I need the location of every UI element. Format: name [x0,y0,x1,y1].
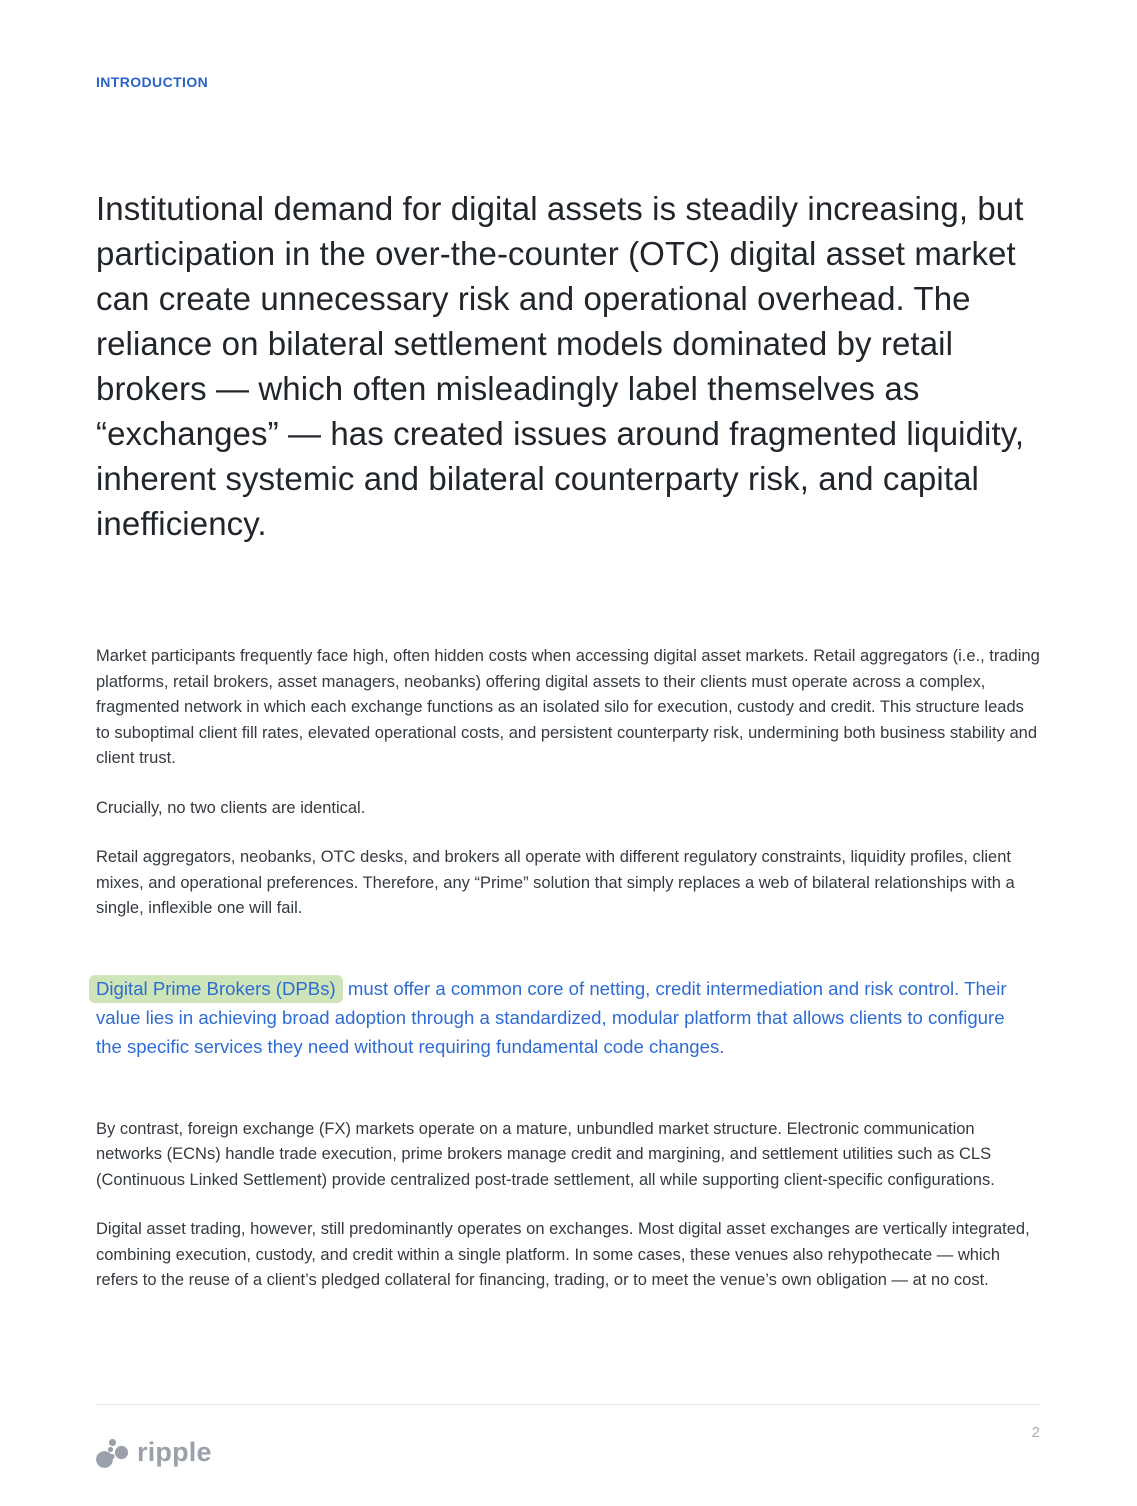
dpb-highlight: Digital Prime Brokers (DPBs) [89,975,343,1003]
paragraph-market-participants: Market participants frequently face high, often hidden costs when accessing digital asset markets. Retail aggregators (i.e., trading platforms, retail brokers, asset managers, neobanks) offering digital assets to their clients must operate across a complex, fragmented network in which each exchange functions as an isolated silo for execution, custody and credit. This structure leads to suboptimal client fill rates, elevated operational costs, and persistent counterparty risk, undermining both business stability and client trust. [96,647,1040,767]
ripple-logo-text: ripple [137,1436,212,1467]
body-copy-block-2 [96,1117,1040,1294]
ripple-logo [96,1438,212,1470]
dpb-paragraph [96,974,1026,1061]
section-eyebrow: INTRODUCTION [96,74,209,90]
page-number: 2 [1031,1424,1040,1441]
paragraph-retail-aggregators: Retail aggregators, neobanks, OTC desks, and brokers all operate with different regulatory constraints, liquidity profiles, client mixes, and operational preferences. Therefore, any “Prime” solution that simply replaces a web of bilateral relationships with a single, inflexible one will fail. [96,848,1015,917]
paragraph-fx-contrast: By contrast, foreign exchange (FX) markets operate on a mature, unbundled market structure. Electronic communication networks (ECNs) handle trade execution, prime brokers manage credit and margining, and settlement utilities such as CLS (Continuous Linked Settlement) provide centralized post-trade settlement, all while supporting client-specific configurations. [96,1119,995,1189]
paragraph-crucially: Crucially, no two clients are identical. [96,798,366,817]
dpb-paragraph-rest: must offer a common core of netting, credit intermediation and risk control. Their value lies in achieving broad adoption through a standardized, modular platform that allows clients to configure the specific services they need without requiring fundamental code changes. [96,977,1007,1057]
body-copy-block [96,644,1040,922]
intro-headline: Institutional demand for digital assets is steadily increasing, but participation in the over-the-counter (OTC) digital asset market can create unnecessary risk and operational overhead. The reliance on bilateral settlement models dominated by retail brokers — which often misleadingly label themselves as “exchanges” — has created issues around fragmented liquidity, inherent systemic and bilateral counterparty risk, and capital inefficiency. [96,190,1025,542]
footer-divider [96,1404,1040,1405]
ripple-logo-icon [96,1438,130,1470]
paragraph-digital-asset-trading: Digital asset trading, however, still predominantly operates on exchanges. Most digital asset exchanges are vertically integrated, combining execution, custody, and credit within a single platform. In some cases, these venues also rehypothecate — which refers to the reuse of a client’s pledged collateral for financing, trading, or to meet the venue’s own obligation — at no cost. [96,1220,1030,1289]
